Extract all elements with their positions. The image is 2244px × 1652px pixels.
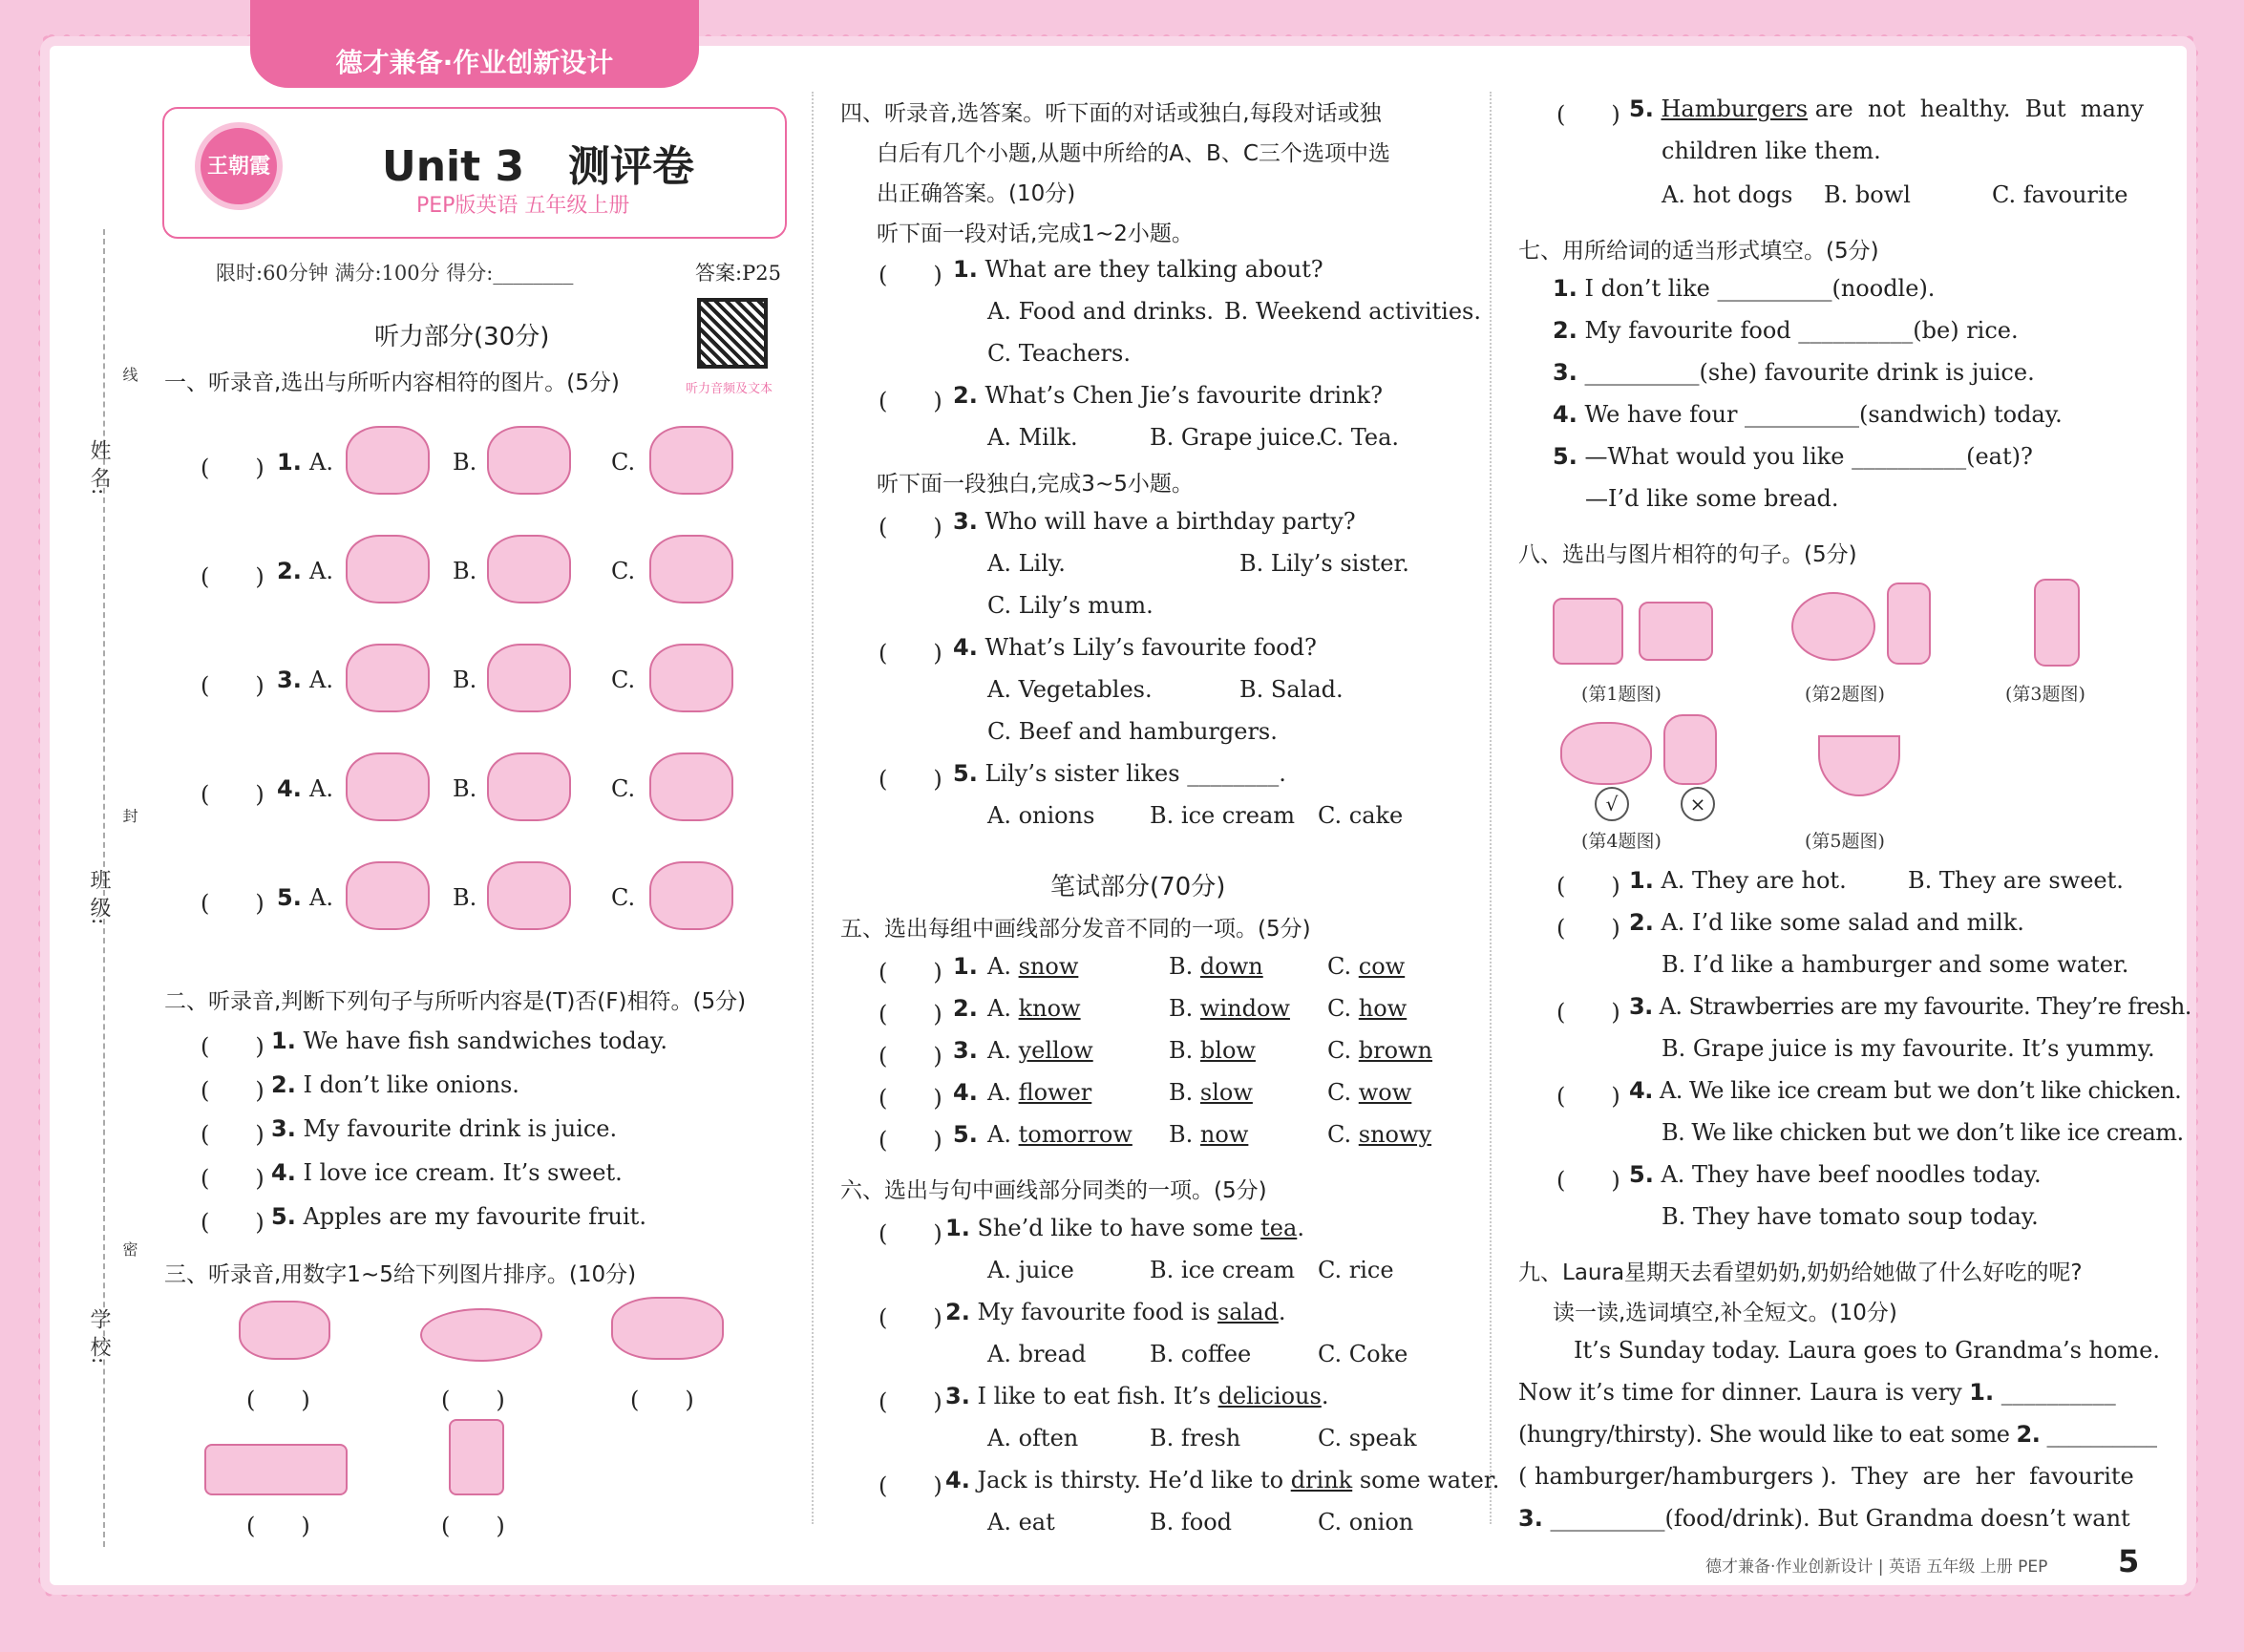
section2-heading: 二、听录音,判断下列句子与所听内容是(T)否(F)相符。(5分) (164, 989, 747, 1014)
option: C. cow (1327, 953, 1406, 980)
option: A. know (987, 995, 1081, 1022)
strawberry-bowl-picture (1791, 592, 1875, 661)
order-blank[interactable]: ( ) (246, 1513, 310, 1539)
writing-title: 笔试部分(70分) (1050, 873, 1226, 901)
order-blank[interactable]: ( ) (246, 1387, 310, 1413)
question-text: What are they talking about? (984, 256, 1323, 283)
option: C. favourite (1992, 181, 2128, 208)
passage-line: ( hamburger/hamburgers ). They are her favourite (1518, 1463, 2134, 1490)
q6-2: 2. My favourite food is salad. (945, 1299, 1286, 1325)
roast-chicken-picture (346, 535, 430, 604)
answer-paren[interactable]: ( ) (879, 1304, 942, 1331)
answer-paren[interactable]: ( ) (1556, 915, 1620, 942)
answer-paren[interactable]: ( ) (879, 959, 942, 985)
soup-bowl-picture (487, 861, 571, 930)
grapes-picture (649, 644, 733, 712)
answer-paren[interactable]: ( ) (1556, 873, 1620, 900)
fill-item: 2. My favourite food __________(be) rice. (1553, 317, 2019, 344)
answer-paren[interactable]: ( ) (879, 766, 942, 793)
candy-picture (649, 535, 733, 604)
option: B. Grape juice. (1150, 424, 1323, 451)
option: A. often (987, 1425, 1079, 1451)
answer-paren[interactable]: ( ) (1556, 1083, 1620, 1110)
option: B. They have tomato soup today. (1662, 1203, 2039, 1230)
section5-heading: 五、选出每组中画线部分发音不同的一项。(5分) (840, 917, 1311, 942)
answer-paren[interactable]: ( ) (879, 1085, 942, 1112)
q6-3: 3. I like to eat fish. It’s delicious. (945, 1383, 1329, 1409)
listening-title: 听力部分(30分) (374, 323, 550, 351)
fill-item: 1. I don’t like __________(noodle). (1553, 275, 1936, 302)
figure-caption: (第2题图) (1805, 684, 1885, 705)
order-blank[interactable]: ( ) (441, 1513, 505, 1539)
cake-picture (1639, 602, 1713, 661)
q6-4: 4. Jack is thirsty. He’d like to drink some water. (945, 1467, 1500, 1493)
option: C. wow (1327, 1079, 1412, 1106)
question-number: 4. (277, 775, 302, 802)
question-number: 3. (277, 667, 302, 693)
section9-heading-line1: 九、Laura星期天去看望奶奶,奶奶给她做了什么好吃的呢? (1518, 1260, 2083, 1285)
seal-mark: 密 (120, 1241, 138, 1257)
fill-sentence[interactable]: My favourite food __________(be) rice. (1584, 317, 2019, 344)
answer-paren[interactable]: ( ) (1556, 101, 1620, 128)
option: A. onions (987, 802, 1095, 829)
fill-sentence[interactable]: __________(she) favourite drink is juice. (1584, 359, 2035, 386)
fill-item: 5. —What would you like __________(eat)? (1553, 443, 2033, 470)
option-b-label: B. (453, 884, 477, 911)
fill-item: 3. __________(she) favourite drink is juice. (1553, 359, 2035, 386)
q4-4: 4. What’s Lily’s favourite food? (953, 634, 1317, 661)
option: B. down (1169, 953, 1263, 980)
cola-picture (449, 1419, 504, 1495)
option: C. Beef and hamburgers. (987, 718, 1278, 745)
option: A. flower (987, 1079, 1092, 1106)
option: A. Vegetables. (987, 676, 1153, 703)
option: B. blow (1169, 1037, 1256, 1064)
answer-paren[interactable]: ( ) (1556, 999, 1620, 1026)
answer-paren[interactable]: ( ) (879, 1472, 942, 1499)
passage-line: It’s Sunday today. Laura goes to Grandma’s home. (1574, 1337, 2161, 1364)
fill-sentence[interactable]: We have four __________(sandwich) today. (1584, 401, 2063, 428)
section1-heading: 一、听录音,选出与所听内容相符的图片。(5分) (164, 371, 620, 395)
dialogue-intro: 听下面一段对话,完成1~2小题。 (877, 222, 1194, 246)
answer-paren[interactable]: ( ) (879, 1388, 942, 1415)
class-label: 班 级: (87, 869, 111, 925)
page-number: 5 (2118, 1543, 2140, 1579)
q4-2: 2. What’s Chen Jie’s favourite drink? (953, 382, 1383, 409)
unit-title: Unit 3 测评卷 (382, 142, 695, 191)
seal-mark: 封 (120, 808, 138, 823)
option: A. Food and drinks. (987, 298, 1215, 325)
statement: 2. I don’t like onions. (271, 1071, 519, 1098)
answer-paren[interactable]: ( ) (879, 1001, 942, 1027)
option: A. Milk. (987, 424, 1078, 451)
onions-picture (346, 752, 430, 821)
option: C. Teachers. (987, 340, 1131, 367)
option-c-label: C. (611, 775, 636, 802)
option: B. ice cream (1150, 1257, 1296, 1283)
unit-subtitle: PEP版英语 五年级上册 (416, 194, 630, 218)
roast-chicken-picture (1560, 722, 1652, 785)
question-number: 1. (277, 449, 302, 476)
q6-5: 5. Hamburgers are not healthy. But many (1629, 95, 2144, 122)
option: B. window (1169, 995, 1290, 1022)
option: C. Coke (1318, 1341, 1408, 1367)
statement-text: We have fish sandwiches today. (303, 1027, 668, 1054)
sandwich-picture (204, 1444, 348, 1495)
fill-sentence[interactable]: I don’t like __________(noodle). (1584, 275, 1936, 302)
option: A. yellow (987, 1037, 1093, 1064)
bananas-picture (487, 752, 571, 821)
juice-bottle-picture (1887, 582, 1931, 665)
answer-paren[interactable]: ( ) (201, 1209, 265, 1236)
figure-caption: (第1题图) (1581, 684, 1662, 705)
monologue-intro: 听下面一段独白,完成3~5小题。 (877, 472, 1194, 497)
name-label: 姓 名: (87, 439, 111, 496)
option: A. snow (987, 953, 1079, 980)
statement: 5. Apples are my favourite fruit. (271, 1203, 646, 1230)
option: C. brown (1327, 1037, 1433, 1064)
statement-text: I love ice cream. It’s sweet. (303, 1159, 623, 1186)
statement-text: Apples are my favourite fruit. (303, 1203, 646, 1230)
section8-heading: 八、选出与图片相符的句子。(5分) (1518, 542, 1857, 567)
option-a-label: A. (309, 667, 333, 693)
statement: 3. My favourite drink is juice. (271, 1115, 618, 1142)
option-a-label: A. (309, 884, 333, 911)
pizza-picture (239, 1301, 330, 1360)
answer-paren[interactable]: ( ) (879, 1220, 942, 1247)
strawberries-picture (649, 752, 733, 821)
question-number: 1. (953, 953, 978, 980)
option: A. Strawberries are my favourite. They’re fresh. (1659, 993, 2191, 1020)
question-number: 4. (953, 1079, 978, 1106)
answer-paren[interactable]: ( ) (201, 1033, 265, 1060)
option: B. now (1169, 1121, 1249, 1148)
answer-paren[interactable]: ( ) (1556, 1167, 1620, 1194)
chili-peppers-picture (346, 644, 430, 712)
option: A. bread (987, 1341, 1087, 1367)
answer-paren[interactable]: ( ) (201, 781, 265, 808)
option: C. snowy (1327, 1121, 1432, 1148)
order-blank[interactable]: ( ) (441, 1387, 505, 1413)
vegetables-picture (346, 861, 430, 930)
option: B. Salad. (1239, 676, 1344, 703)
section4-heading-line1: 四、听录音,选答案。听下面的对话或独白,每段对话或独 (840, 101, 1382, 126)
option: A. We like ice cream but we don’t like chicken. (1659, 1077, 2182, 1104)
answer-paren[interactable]: ( ) (879, 1127, 942, 1154)
option: C. speak (1318, 1425, 1417, 1451)
option: B. Lily’s sister. (1239, 550, 1409, 577)
statement-text: My favourite drink is juice. (303, 1115, 618, 1142)
option: A. They have beef noodles today. (1661, 1161, 2042, 1188)
statement-text: I don’t like onions. (303, 1071, 519, 1098)
option-b-label: B. (453, 667, 477, 693)
option: B. ice cream (1150, 802, 1296, 829)
option: B. I’d like a hamburger and some water. (1662, 951, 2129, 978)
option: B. coffee (1150, 1341, 1252, 1367)
option: A. tomorrow (987, 1121, 1133, 1148)
option-b-label: B. (453, 449, 477, 476)
option: B. fresh (1150, 1425, 1241, 1451)
option: A. They are hot. (1661, 867, 1847, 894)
candy-picture (1553, 598, 1623, 665)
section9-heading-line2: 读一读,选词填空,补全短文。(10分) (1553, 1301, 1897, 1325)
question-number: 2. (277, 558, 302, 584)
seal-mark: 线 (120, 367, 138, 382)
option: C. onion (1318, 1509, 1414, 1536)
passage-line: (hungry/thirsty). She would like to eat some (1518, 1421, 2017, 1448)
qr-caption: 听力音频及文本 (686, 382, 773, 396)
answer-paren[interactable]: ( ) (879, 514, 942, 540)
fill-blank[interactable]: __________ (2046, 1421, 2157, 1448)
figure-caption: (第3题图) (2005, 684, 2085, 705)
option: A. hot dogs (1662, 181, 1793, 208)
option-c-label: C. (611, 449, 636, 476)
option: B. food (1150, 1509, 1233, 1536)
option: A. eat (987, 1509, 1055, 1536)
passage-line: __________(food/drink). But Grandma doesn’t want (1550, 1505, 2130, 1532)
answer-paren[interactable]: ( ) (879, 388, 942, 414)
section6-heading: 六、选出与句中画线部分同类的一项。(5分) (840, 1178, 1267, 1203)
question-text: children like them. (1662, 138, 1881, 164)
option: C. Lily’s mum. (987, 592, 1154, 619)
q4-3: 3. Who will have a birthday party? (953, 508, 1356, 535)
answer-paren[interactable]: ( ) (201, 1165, 265, 1192)
answer-paren[interactable]: ( ) (201, 1077, 265, 1104)
answer-paren[interactable]: ( ) (879, 640, 942, 667)
statement: 4. I love ice cream. It’s sweet. (271, 1159, 623, 1186)
question-text: Lily’s sister likes ________. (984, 760, 1286, 787)
vegetables-picture (611, 1297, 724, 1360)
option-a-label: A. (309, 775, 333, 802)
figure-caption: (第4题图) (1581, 831, 1662, 852)
option-c-label: C. (611, 884, 636, 911)
question-number: 3. (953, 1037, 978, 1064)
figure-caption: (第5题图) (1805, 831, 1885, 852)
hamburgers-picture (487, 535, 571, 604)
brand-tab: 德才兼备·作业创新设计 (250, 0, 699, 88)
check-icon: √ (1595, 787, 1629, 821)
section4-heading-line3: 出正确答案。(10分) (877, 181, 1076, 206)
passage-line: Now it’s time for dinner. Laura is very (1518, 1379, 1970, 1406)
bowl-picture (649, 426, 733, 495)
order-blank[interactable]: ( ) (630, 1387, 694, 1413)
answer-paren[interactable]: ( ) (879, 262, 942, 288)
ice-cream-picture (1663, 714, 1717, 785)
answer-paren[interactable]: ( ) (879, 1043, 942, 1070)
brand-logo: 王朝霞 (195, 122, 283, 210)
option: B. They are sweet. (1908, 867, 2124, 894)
statement: 1. We have fish sandwiches today. (271, 1027, 668, 1054)
answer-paren[interactable]: ( ) (201, 672, 265, 699)
option-a-label: A. (309, 558, 333, 584)
exam-meta: 限时:60分钟 满分:100分 得分:________ (216, 262, 574, 285)
option: A. Lily. (987, 550, 1066, 577)
reply-text: —I’d like some bread. (1585, 485, 1839, 512)
option: B. bowl (1824, 181, 1911, 208)
option: C. Tea. (1320, 424, 1400, 451)
ice-cream-picture (487, 644, 571, 712)
option: B. We like chicken but we don’t like ice cream. (1662, 1119, 2184, 1146)
q4-5: 5. Lily’s sister likes ________. (953, 760, 1286, 787)
question-text: What’s Lily’s favourite food? (984, 634, 1317, 661)
school-label: 学 校: (87, 1308, 111, 1365)
drink-bottle-picture (2034, 579, 2080, 667)
fish-picture (420, 1308, 542, 1362)
column-divider (812, 92, 814, 1524)
section3-heading: 三、听录音,用数字1~5给下列图片排序。(10分) (164, 1262, 637, 1287)
option: C. rice (1318, 1257, 1394, 1283)
option-c-label: C. (611, 558, 636, 584)
question-number: 2. (953, 995, 978, 1022)
fill-sentence[interactable]: —What would you like __________(eat)? (1584, 443, 2033, 470)
tea-cup-picture (346, 426, 430, 495)
option: C. cake (1318, 802, 1404, 829)
fill-blank[interactable]: __________ (2001, 1379, 2116, 1406)
column-divider (1490, 92, 1492, 1524)
watermelon-picture (649, 861, 733, 930)
option-b-label: B. (453, 775, 477, 802)
option: B. slow (1169, 1079, 1253, 1106)
option-a-label: A. (309, 449, 333, 476)
fill-item: 4. We have four __________(sandwich) today. (1553, 401, 2063, 428)
option: A. juice (987, 1257, 1074, 1283)
answer-paren[interactable]: ( ) (201, 455, 265, 481)
option: C. how (1327, 995, 1408, 1022)
section7-heading: 七、用所给词的适当形式填空。(5分) (1518, 239, 1879, 264)
option-c-label: C. (611, 667, 636, 693)
footer-text: 德才兼备·作业创新设计 | 英语 五年级 上册 PEP (1705, 1557, 2048, 1577)
option: B. Weekend activities. (1224, 298, 1481, 325)
answer-paren[interactable]: ( ) (201, 890, 265, 917)
answer-paren[interactable]: ( ) (201, 1121, 265, 1148)
option: A. I’d like some salad and milk. (1661, 909, 2024, 936)
question-number: 5. (277, 884, 302, 911)
q6-1: 1. She’d like to have some tea. (945, 1215, 1304, 1241)
question-text: What’s Chen Jie’s favourite drink? (984, 382, 1383, 409)
question-number: 5. (953, 1121, 978, 1148)
option-b-label: B. (453, 558, 477, 584)
cross-icon: × (1681, 787, 1715, 821)
question-text: Who will have a birthday party? (984, 508, 1356, 535)
milk-box-picture (487, 426, 571, 495)
answer-page: 答案:P25 (695, 262, 781, 285)
qr-code[interactable] (697, 298, 768, 369)
section4-heading-line2: 白后有几个小题,从题中所给的A、B、C三个选项中选 (877, 141, 1390, 166)
q4-1: 1. What are they talking about? (953, 256, 1323, 283)
answer-paren[interactable]: ( ) (201, 563, 265, 590)
option: B. Grape juice is my favourite. It’s yummy. (1662, 1035, 2155, 1062)
